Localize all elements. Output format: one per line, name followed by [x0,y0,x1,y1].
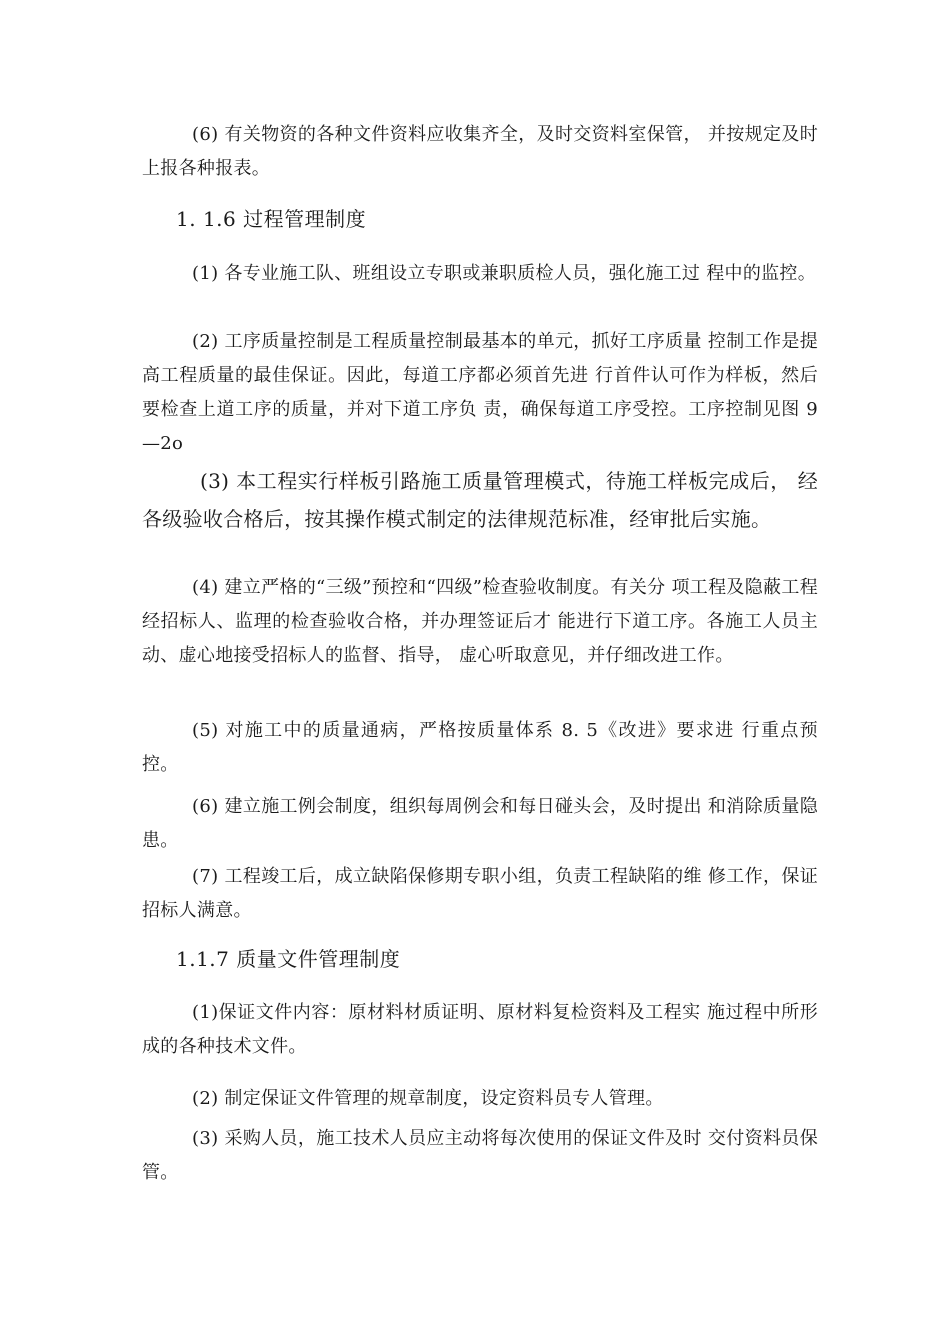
paragraph-6-materials: (6) 有关物资的各种文件资料应收集齐全，及时交资料室保管， 并按规定及时上报各种报表。 [142,124,818,179]
section-heading-1-1-7: 1.1.7 质量文件管理制度 [176,947,401,971]
paragraph-2-process-control: (2) 工序质量控制是工程质量控制最基本的单元，抓好工序质量 控制工作是提高工程质量的最佳保证。因此，每道工序都必须首先进 行首件认可作为样板，然后要检查上道工序的质量，并对下道工序负 责，确保每道工序受控。工序控制见图 9—2o [142,331,818,454]
paragraph-7-warranty: (7) 工程竣工后，成立缺陷保修期专职小组，负责工程缺陷的维 修工作，保证招标人满意。 [142,866,818,921]
paragraph-3-sample-mode: (3) 本工程实行样板引路施工质量管理模式，待施工样板完成后， 经各级验收合格后，按其操作模式制定的法律规范标准，经审批后实施。 [142,469,818,531]
paragraph-5-quality-defects: (5) 对施工中的质量通病，严格按质量体系 8. 5《改进》要求进 行重点预控。 [142,720,818,775]
paragraph-1-inspectors: (1) 各专业施工队、班组设立专职或兼职质检人员，强化施工过 程中的监控。 [192,263,817,284]
paragraph-q3-document-handover: (3) 采购人员，施工技术人员应主动将每次使用的保证文件及时 交付资料员保管。 [142,1128,818,1183]
paragraph-4-inspection-system: (4) 建立严格的“三级”预控和“四级”检查验收制度。有关分 项工程及隐蔽工程经招标人、监理的检查验收合格，并办理签证后才 能进行下道工序。各施工人员主动、虚心地接受招标人的监督、指导， 虚心听取意见，并仔细改进工作。 [142,577,818,666]
paragraph-6-meetings: (6) 建立施工例会制度，组织每周例会和每日碰头会，及时提出 和消除质量隐患。 [142,796,818,851]
paragraph-q2-document-rules: (2) 制定保证文件管理的规章制度，设定资料员专人管理。 [192,1088,664,1109]
section-heading-1-1-6: 1. 1.6 过程管理制度 [176,207,367,231]
paragraph-q1-document-content: (1)保证文件内容：原材料材质证明、原材料复检资料及工程实 施过程中所形成的各种技术文件。 [142,1002,818,1057]
